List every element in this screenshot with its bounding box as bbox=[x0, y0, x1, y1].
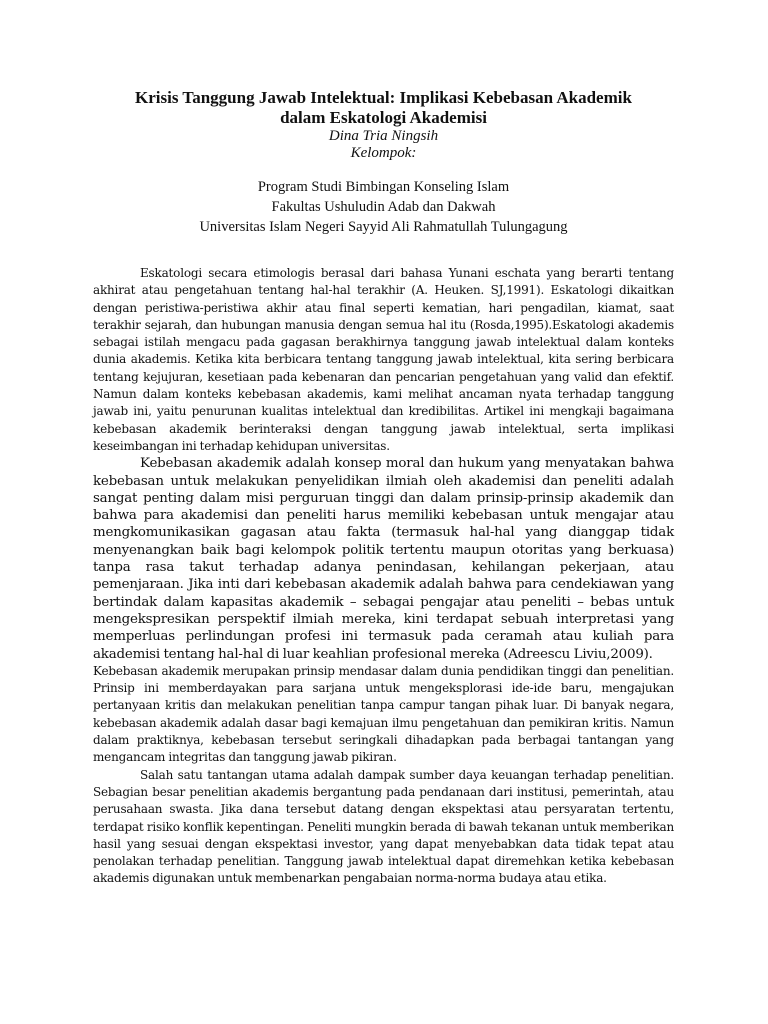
author-name: Dina Tria Ningsih bbox=[328, 128, 439, 144]
affiliation-program: Program Studi Bimbingan Konseling Islam bbox=[257, 179, 510, 195]
affiliation-university: Universitas Islam Negeri Sayyid Ali Rahmatullah Tulungagung bbox=[199, 219, 568, 235]
paragraph-tantangan-utama: Salah satu tantangan utama adalah dampak sumber daya keuangan terhadap penelitian. Sebagian besar penelitian akademis bergantung pada pendanaan dari institusi, pemerintah, atau perusahaan swasta. Jika dana tersebut datang dengan ekspektasi atau persyaratan tertentu, terdapat risiko konflik kepentingan. Peneliti mungkin berada di bawah tekanan untuk memberikan hasil yang sesuai dengan ekspektasi investor, yang dapat menyebabkan data tidak tepat atau penolakan terhadap penelitian. Tanggung jawab intelektual dapat diremehkan ketika kebebasan akademis digunakan untuk membenarkan pengabaian norma-norma budaya atau etika. bbox=[93, 767, 674, 886]
paragraph-prinsip-mendasar: Kebebasan akademik merupakan prinsip mendasar dalam dunia pendidikan tinggi dan penelitian. Prinsip ini memberdayakan para sarjana untuk mengeksplorasi ide-ide baru, mengajukan pertanyaan kritis dan melakukan penelitian tanpa campur tangan pihak luar. Di banyak negara, kebebasan akademik adalah dasar bagi kemajuan ilmu pengetahuan dan pemikiran kritis. Namun dalam praktiknya, kebebasan tersebut seringkali dihadapkan pada berbagai tantangan yang mengancam integritas dan tanggung jawab pikiran. bbox=[93, 663, 674, 765]
document-title: Krisis Tanggung Jawab Intelektual: Implikasi Kebebasan Akademik dalam Eskatologi Akademisi bbox=[135, 88, 632, 127]
paragraph-eskatologi: Eskatologi secara etimologis berasal dari bahasa Yunani eschata yang berarti tentang akhirat atau pengetahuan tentang hal-hal terakhir (A. Heuken. SJ,1991). Eskatologi dikaitkan dengan peristiwa-peristiwa akhir atau final seperti kematian, hari pengadilan, kiamat, saat terakhir sejarah, dan hubungan manusia dengan semua hal itu (Rosda,1995).Eskatologi akademis sebagai istilah mengacu pada gagasan berakhirnya tanggung jawab intelektual dalam konteks dunia akademis. Ketika kita berbicara tentang tanggung jawab intelektual, kita sering berbicara tentang kejujuran, kesetiaan pada kebenaran dan pencarian pengetahuan yang valid dan efektif. Namun dalam konteks kebebasan akademis, kami melihat ancaman nyata terhadap tanggung jawab ini, yaitu penurunan kualitas intelektual dan kredibilitas. Artikel ini mengkaji bagaimana kebebasan akademik berinteraksi dengan tanggung jawab intelektual, serta implikasi keseimbangan ini terhadap kehidupan universitas. bbox=[93, 266, 674, 453]
document-body bbox=[93, 265, 674, 888]
document-page bbox=[93, 88, 674, 888]
affiliation-faculty: Fakultas Ushuludin Adab dan Dakwah bbox=[271, 199, 496, 215]
group-label: Kelompok: bbox=[350, 145, 417, 161]
paragraph-kebebasan-akademik: Kebebasan akademik adalah konsep moral dan hukum yang menyatakan bahwa kebebasan untuk melakukan penyelidikan ilmiah oleh akademisi dan peneliti adalah sangat penting dalam misi perguruan tinggi dan dalam prinsip-prinsip akademik dan bahwa para akademisi dan peneliti harus memiliki kebebasan untuk mengajar atau mengkomunikasikan gagasan atau fakta (termasuk hal-hal yang dianggap tidak menyenangkan baik bagi kelompok politik tertentu maupun otoritas yang berkuasa) tanpa rasa takut terhadap adanya penindasan, kehilangan pekerjaan, atau pemenjaraan. Jika inti dari kebebasan akademik adalah bahwa para cendekiawan yang bertindak dalam kapasitas akademik – sebagai pengajar atau peneliti – bebas untuk mengekspresikan perspektif ilmiah mereka, kini terdapat sebuah interpretasi yang memperluas perlindungan profesi ini termasuk pada ceramah atau kuliah para akademisi tentang hal-hal di luar keahlian profesional mereka (Adreescu Liviu,2009). bbox=[93, 456, 674, 662]
